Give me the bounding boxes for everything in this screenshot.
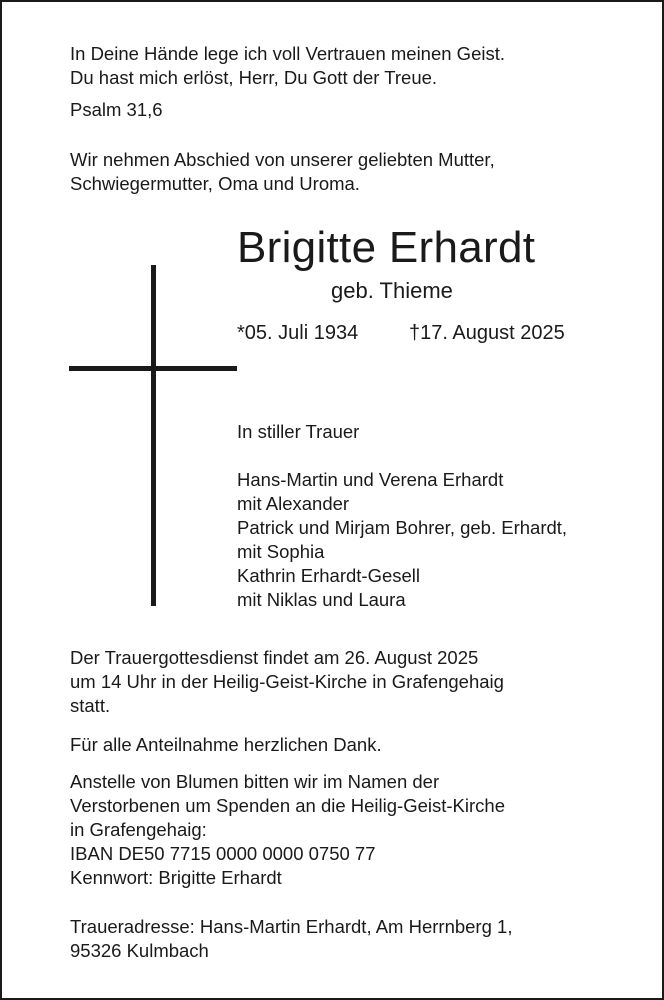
verse-line: In Deine Hände lege ich voll Vertrauen meinen Geist. [70, 43, 506, 64]
donation-line: Verstorbenen um Spenden an die Heilig-Geist-Kirche [70, 795, 505, 816]
mourning-heading: In stiller Trauer [237, 421, 360, 442]
deceased-name: Brigitte Erhardt [237, 223, 536, 272]
service-line: um 14 Uhr in der Heilig-Geist-Kirche in Grafengehaig [70, 671, 504, 692]
address-line: Traueradresse: Hans-Martin Erhardt, Am Herrnberg 1, [70, 916, 513, 937]
mourner-line: mit Sophia [237, 541, 325, 562]
cross-vertical-bar [151, 265, 156, 606]
mourner-line: Kathrin Erhardt-Gesell [237, 565, 421, 586]
donation-keyword: Kennwort: Brigitte Erhardt [70, 867, 282, 888]
cross-horizontal-bar [69, 366, 237, 371]
intro-line: Schwiegermutter, Oma und Uroma. [70, 173, 360, 194]
donation-info [70, 770, 505, 890]
death-date: †17. August 2025 [409, 322, 565, 344]
farewell-intro [70, 148, 495, 196]
iban-line: IBAN DE50 7715 0000 0000 0750 77 [70, 843, 376, 864]
intro-line: Wir nehmen Abschied von unserer geliebten Mutter, [70, 149, 495, 170]
address-line: 95326 Kulmbach [70, 940, 209, 961]
thanks-note: Für alle Anteilnahme herzlichen Dank. [70, 734, 382, 755]
maiden-name: geb. Thieme [331, 278, 453, 303]
service-line: Der Trauergottesdienst findet am 26. August 2025 [70, 647, 479, 668]
mourners-list [237, 468, 567, 612]
verse-line: Du hast mich erlöst, Herr, Du Gott der Treue. [70, 67, 438, 88]
mourner-line: mit Alexander [237, 493, 350, 514]
service-line: statt. [70, 695, 111, 716]
birth-date: *05. Juli 1934 [237, 322, 359, 344]
verse-source: Psalm 31,6 [70, 99, 163, 120]
mourner-line: mit Niklas und Laura [237, 589, 406, 610]
mourning-address [70, 915, 512, 963]
service-info [70, 646, 504, 718]
mourner-line: Patrick und Mirjam Bohrer, geb. Erhardt, [237, 517, 568, 538]
bible-verse [70, 42, 505, 90]
donation-line: Anstelle von Blumen bitten wir im Namen der [70, 771, 440, 792]
donation-line: in Grafengehaig: [70, 819, 207, 840]
mourner-line: Hans-Martin und Verena Erhardt [237, 469, 504, 490]
